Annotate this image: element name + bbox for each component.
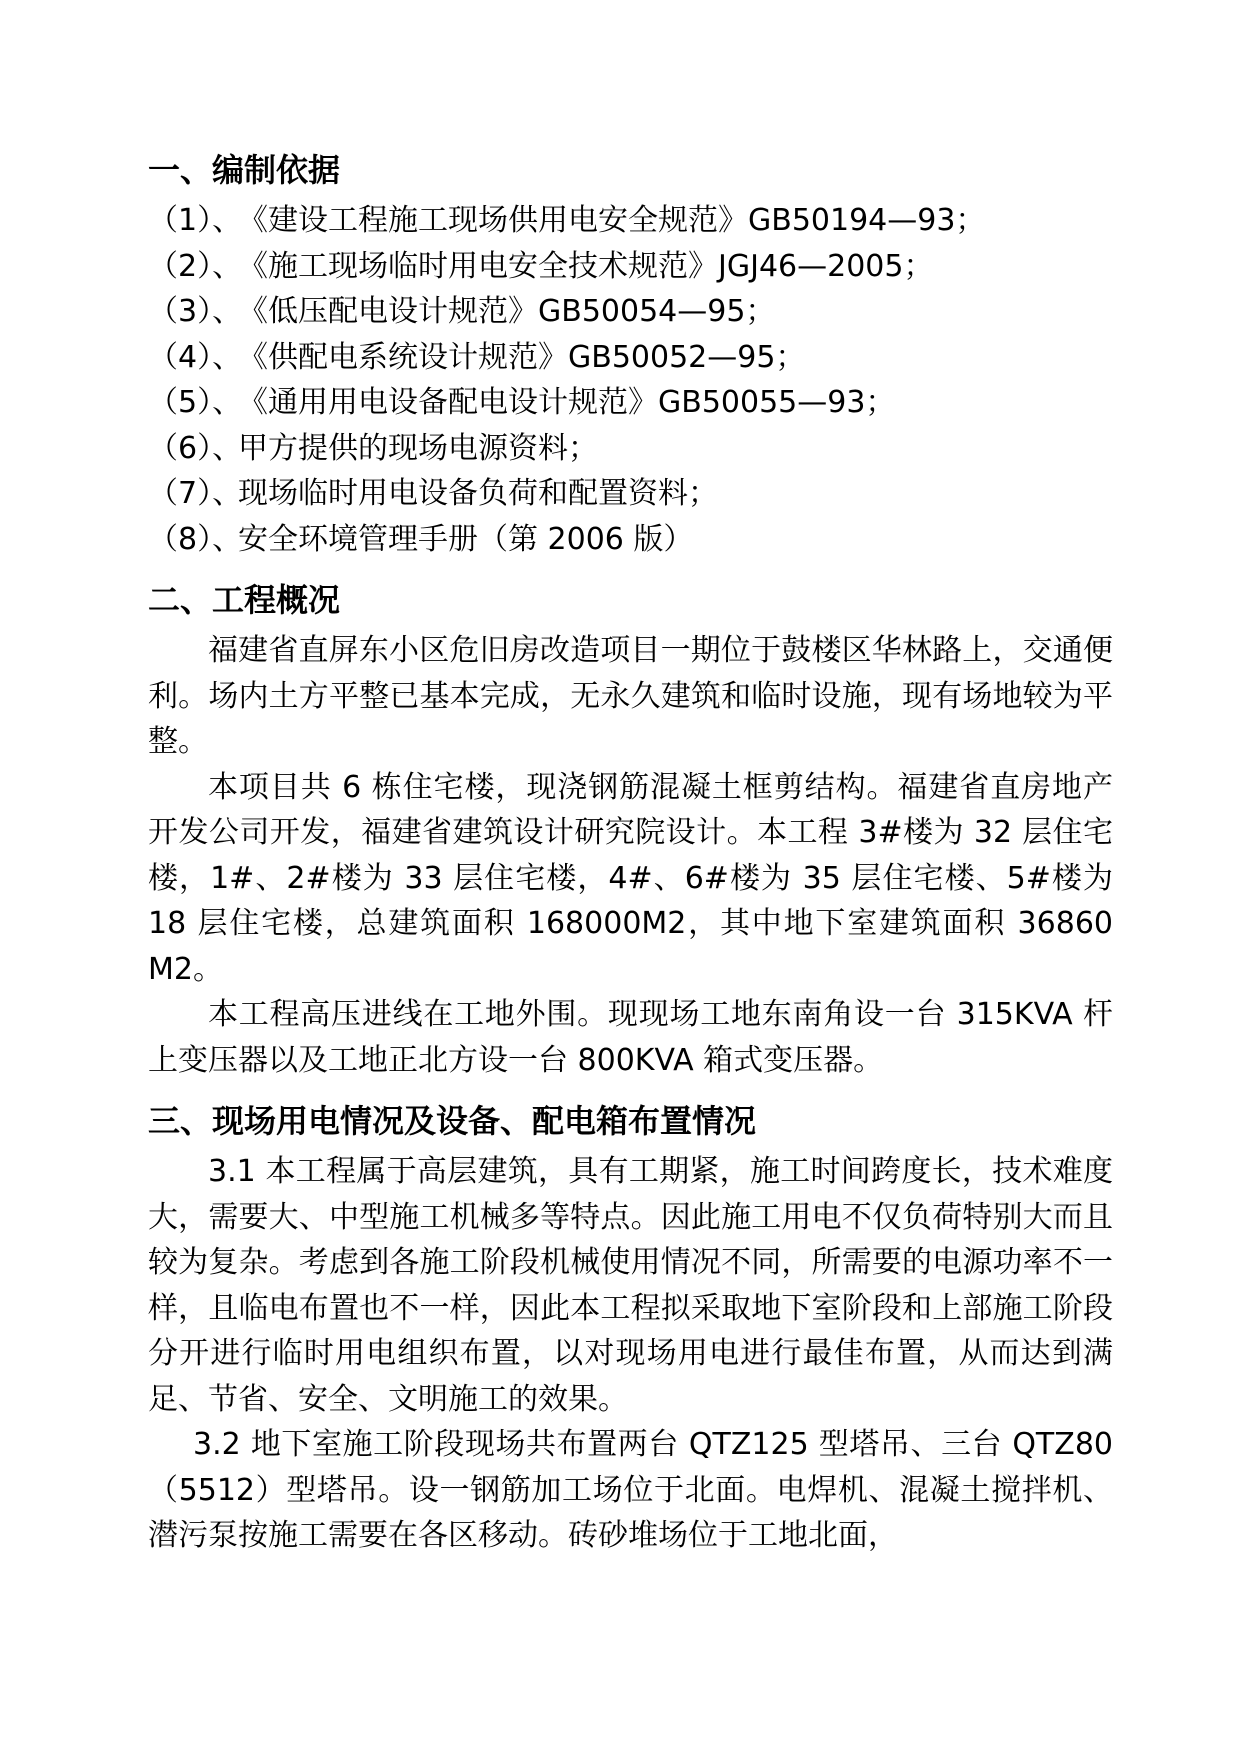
reference-text: 现场临时用电设备负荷和配置资料； [238,476,718,511]
reference-item [148,471,1113,517]
reference-number: （4）、 [148,339,243,375]
reference-text: 《低压配电设计规范》GB50054—95； [238,294,776,329]
reference-text: 安全环境管理手册（第 2006 版） [238,521,694,557]
reference-item [148,289,1113,335]
reference-item [148,517,1113,563]
reference-item [148,244,1113,290]
reference-text: 《供配电系统设计规范》GB50052—95； [238,339,806,375]
overview-paragraph-transformers: 本工程高压进线在工地外围。现现场工地东南角设一台 315KVA 杆上变压器以及工地正北方设一台 800KVA 箱式变压器。 [148,997,1113,1078]
document-body [148,142,1113,1559]
reference-text: 《通用用电设备配电设计规范》GB50055—93； [238,385,896,420]
overview-paragraph-buildings: 本项目共 6 栋住宅楼，现浇钢筋混凝土框剪结构。福建省直房地产开发公司开发，福建省建筑设计研究院设计。本工程 3#楼为 32 层住宅楼，1#、2#楼为 33 层住宅楼，4#、6#楼为 35 层住宅楼、5#楼为 18 层住宅楼，总建筑面积 168000M2，其中地下室建筑面积 36860 M2。 [148,769,1113,987]
site-power-paragraph-3-1: 3.1 本工程属于高层建筑，具有工期紧，施工时间跨度长，技术难度大，需要大、中型施工机械多等特点。因此施工用电不仅负荷特别大而且较为复杂。考虑到各施工阶段机械使用情况不同，所需要的电源功率不一样，且临电布置也不一样，因此本工程拟采取地下室阶段和上部施工阶段分开进行临时用电组织布置，以对现场用电进行最佳布置，从而达到满足、节省、安全、文明施工的效果。 [148,1154,1113,1417]
reference-item [148,426,1113,472]
reference-text: 《施工现场临时用电安全技术规范》JGJ46—2005； [238,248,934,284]
section-title-site-power: 三、现场用电情况及设备、配电箱布置情况 [148,1102,757,1140]
reference-number: （8）、 [148,521,243,557]
reference-number: （5）、 [148,385,243,420]
reference-text: 《建设工程施工现场供用电安全规范》GB50194—93； [238,203,986,238]
reference-number: （1）、 [148,203,243,238]
section-title-basis: 一、编制依据 [148,151,341,189]
section-title-overview: 二、工程概况 [148,581,341,619]
reference-list [148,198,1113,562]
reference-item [148,198,1113,244]
reference-item [148,380,1113,426]
reference-item [148,335,1113,381]
overview-paragraph-location: 福建省直屏东小区危旧房改造项目一期位于鼓楼区华林路上，交通便利。场内土方平整已基本完成，无永久建筑和临时设施，现有场地较为平整。 [148,633,1113,759]
reference-number: （7）、 [148,476,243,511]
reference-text: 甲方提供的现场电源资料； [238,430,598,466]
site-power-paragraph-3-2: 3.2 地下室施工阶段现场共布置两台 QTZ125 型塔吊、三台 QTZ80（5512）型塔吊。设一钢筋加工场位于北面。电焊机、混凝土搅拌机、潜污泵按施工需要在各区移动。砖砂堆场位于工地北面， [148,1427,1113,1553]
section-gap [148,1083,1113,1093]
reference-number: （2）、 [148,248,243,284]
reference-number: （6）、 [148,430,243,466]
section-gap [148,562,1113,572]
reference-number: （3）、 [148,294,243,329]
